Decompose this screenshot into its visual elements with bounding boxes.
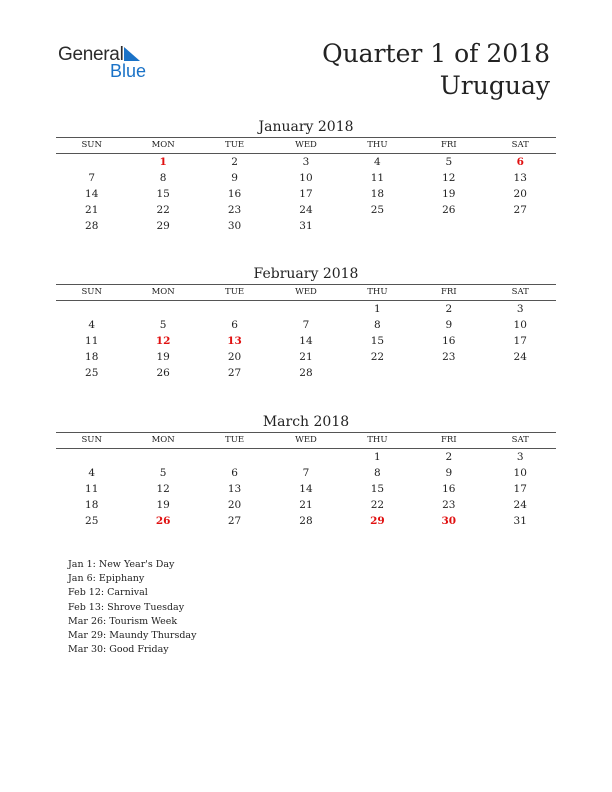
week-row [56,365,556,381]
day-cell: 12 [442,172,456,184]
holiday-item: Jan 1: New Year's Day [68,559,175,570]
month-title: February 2018 [253,266,359,282]
holiday-item: Jan 6: Epiphany [68,573,145,585]
day-cell: 7 [88,172,96,184]
day-cell: 20 [227,499,242,511]
holiday-item: Mar 30: Good Friday [68,644,169,656]
day-cell: 25 [85,367,99,379]
day-cell: 31 [513,515,527,527]
week-row [56,465,556,481]
empty-day-cell [199,301,270,317]
day-cell: 9 [445,319,453,331]
day-cell: 28 [299,515,313,527]
empty-day-cell [56,154,127,170]
holiday-item: Feb 12: Carnival [68,587,148,599]
weekday-label: FRI [440,287,457,297]
day-cell: 11 [85,483,99,495]
day-cell: 25 [370,204,385,216]
day-cell: 3 [302,156,310,168]
holiday-list [68,558,196,657]
holiday-item: Mar 29: Maundy Thursday [68,629,197,641]
day-cell: 2 [445,303,453,315]
day-cell: 31 [299,220,313,232]
month-february [56,264,556,381]
empty-day-cell [56,301,127,317]
day-cell: 24 [513,351,527,363]
day-cell: 5 [159,467,167,479]
day-cell: 3 [516,303,524,315]
day-cell: 16 [442,483,456,495]
day-cell: 26 [156,367,170,379]
week-row [56,497,556,513]
logo-triangle-icon [124,47,140,61]
holiday-item: Feb 13: Shrove Tuesday [68,601,185,613]
weekday-label: SAT [511,435,529,445]
holiday-day-cell: 30 [441,515,457,527]
week-row [56,218,556,234]
weekday-header [56,432,556,449]
day-cell: 6 [231,319,238,331]
day-cell: 18 [85,351,99,363]
weekday-label: FRI [440,140,457,150]
page-title [322,38,550,102]
day-cell: 15 [156,188,170,200]
weekday-label: SAT [511,287,529,297]
weekday-label: SUN [81,435,102,445]
week-row [56,202,556,218]
quarter-title: Quarter 1 of 2018 [322,39,550,68]
day-cell: 21 [299,351,313,363]
month-march [56,412,556,529]
weekday-label: MON [151,435,175,445]
week-row [56,154,556,170]
empty-day-cell [127,449,198,465]
weekday-label: TUE [225,287,245,297]
day-cell: 18 [85,499,99,511]
day-cell: 16 [442,335,456,347]
day-cell: 28 [85,220,99,232]
logo [58,44,168,84]
day-cell: 25 [85,515,99,527]
weekday-label: SUN [81,287,102,297]
day-cell: 26 [442,204,456,216]
day-cell: 2 [231,156,238,168]
day-cell: 3 [516,451,524,463]
day-cell: 9 [445,467,453,479]
day-cell: 8 [374,319,381,331]
day-cell: 23 [442,351,456,363]
weekday-label: THU [367,287,388,297]
day-cell: 19 [156,499,170,511]
day-cell: 17 [299,188,313,200]
day-cell: 6 [231,467,238,479]
week-row [56,186,556,202]
month-title: March 2018 [262,414,350,430]
day-cell: 13 [513,172,527,184]
weekday-label: TUE [225,435,245,445]
day-cell: 20 [227,351,242,363]
weekday-label: THU [367,140,388,150]
weekday-label: TUE [225,140,245,150]
weekday-label: MON [151,287,175,297]
day-cell: 17 [513,335,527,347]
empty-day-cell [413,365,484,381]
week-row [56,317,556,333]
day-cell: 23 [442,499,456,511]
day-cell: 5 [445,156,453,168]
week-row [56,333,556,349]
day-cell: 27 [513,204,527,216]
day-cell: 14 [299,335,313,347]
day-cell: 1 [374,303,381,315]
day-cell: 27 [227,367,242,379]
empty-day-cell [413,218,484,234]
day-cell: 10 [513,319,527,331]
day-cell: 10 [299,172,313,184]
holiday-day-cell: 12 [155,335,171,347]
week-row [56,449,556,465]
day-cell: 30 [227,220,242,232]
day-cell: 22 [156,204,170,216]
day-cell: 11 [85,335,99,347]
holiday-day-cell: 26 [155,515,171,527]
day-cell: 28 [299,367,313,379]
weekday-label: SUN [81,140,102,150]
day-cell: 14 [299,483,313,495]
week-row [56,481,556,497]
day-cell: 4 [374,156,381,168]
day-cell: 7 [302,319,310,331]
weekday-label: SAT [511,140,529,150]
week-row [56,301,556,317]
weekday-label: THU [367,435,388,445]
day-cell: 21 [85,204,99,216]
empty-day-cell [485,365,556,381]
empty-day-cell [485,218,556,234]
country-title: Uruguay [439,71,550,100]
day-cell: 18 [370,188,385,200]
day-cell: 21 [299,499,313,511]
day-cell: 15 [370,483,385,495]
day-cell: 15 [370,335,385,347]
weekday-label: WED [295,435,317,445]
weekday-label: MON [151,140,175,150]
week-row [56,349,556,365]
weekday-label: WED [295,140,317,150]
empty-day-cell [342,218,413,234]
holiday-day-cell: 1 [159,156,167,168]
empty-day-cell [127,301,198,317]
day-cell: 24 [513,499,527,511]
day-cell: 27 [227,515,242,527]
day-cell: 10 [513,467,527,479]
weekday-label: WED [295,287,317,297]
holiday-day-cell: 6 [516,156,524,168]
day-cell: 7 [302,467,310,479]
day-cell: 8 [374,467,381,479]
empty-day-cell [56,449,127,465]
weekday-header [56,284,556,301]
holiday-day-cell: 13 [227,335,242,347]
month-title: January 2018 [258,119,354,135]
day-cell: 11 [370,172,385,184]
day-cell: 14 [85,188,99,200]
day-cell: 2 [445,451,453,463]
day-cell: 17 [513,483,527,495]
week-row [56,513,556,529]
day-cell: 4 [88,319,96,331]
empty-day-cell [342,365,413,381]
holiday-item: Mar 26: Tourism Week [68,615,178,627]
day-cell: 13 [227,483,242,495]
day-cell: 12 [156,483,170,495]
day-cell: 5 [159,319,167,331]
day-cell: 20 [513,188,527,200]
day-cell: 19 [442,188,456,200]
holiday-day-cell: 29 [370,515,385,527]
day-cell: 9 [231,172,238,184]
day-cell: 4 [88,467,96,479]
day-cell: 1 [374,451,381,463]
weekday-header [56,137,556,154]
month-january [56,117,556,234]
day-cell: 16 [227,188,242,200]
day-cell: 23 [227,204,242,216]
day-cell: 24 [299,204,313,216]
logo-blue-text: Blue [110,61,147,81]
empty-day-cell [270,449,341,465]
day-cell: 22 [370,351,385,363]
empty-day-cell [199,449,270,465]
weekday-label: FRI [440,435,457,445]
week-row [56,170,556,186]
empty-day-cell [270,301,341,317]
day-cell: 22 [370,499,385,511]
logo-general-text: General [58,44,124,65]
day-cell: 19 [156,351,170,363]
day-cell: 29 [156,220,170,232]
day-cell: 8 [159,172,167,184]
